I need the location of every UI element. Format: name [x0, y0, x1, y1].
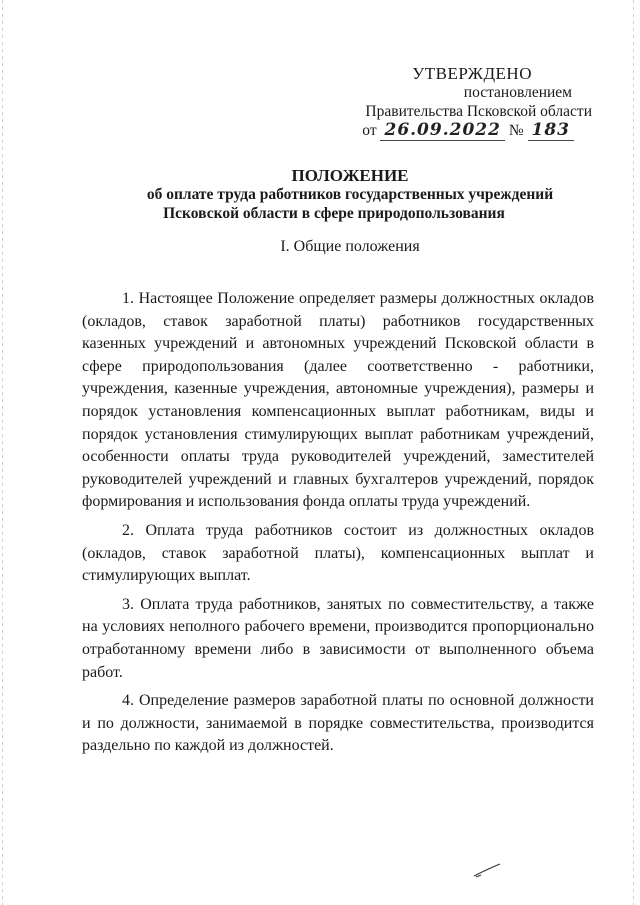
title-line-3: Псковской области в сфере природопользования — [163, 205, 505, 222]
decree-date-line — [352, 121, 574, 140]
paragraph-3: 3. Оплата труда работников, занятых по совместительству, а также на условиях неполного рабочего времени, производится пропорционально отработанному времени либо в зависимости от выполненного объема работ. — [82, 595, 594, 681]
document-title — [0, 166, 640, 223]
approval-stamp — [352, 64, 592, 140]
decree-number: 183 — [528, 120, 575, 141]
decree-date: 26.09.2022 — [380, 120, 504, 141]
approved-by-label: постановлением — [463, 84, 572, 101]
paragraph-4: 4. Определение размеров заработной платы по основной должности и по должности, занимаемой в порядке совместительства, производится раздельно по каждой из должностей. — [82, 692, 594, 755]
paragraph-1: 1. Настоящее Положение определяет размеры должностных окладов (окладов, ставок заработной платы) работников государственных казенных учреждений и автономных учреждений Псковской области в сфере природопользования (далее соответственно - работники, учреждения, казенные учреждения, автономные учреждения), размеры и порядок установления компенсационных выплат работникам, виды и порядок установления стимулирующих выплат работникам учреждений, особенности оплаты труда руководителей учреждений, заместителей руководителей учреждений и главных бухгалтеров учреждений, порядок формирования и использования фонда оплаты труда учреждений. — [82, 290, 594, 511]
number-prefix: № — [508, 122, 524, 139]
scan-edge-right — [633, 0, 634, 905]
document-body — [82, 288, 594, 764]
scan-edge-left — [2, 0, 3, 905]
approving-authority: Правительства Псковской области — [365, 103, 592, 120]
date-prefix: от — [362, 122, 377, 139]
title-line-2: об оплате труда работников государственных учреждений — [146, 186, 554, 203]
approved-label: УТВЕРЖДЕНО — [412, 64, 532, 83]
title-line-1: ПОЛОЖЕНИЕ — [291, 166, 409, 185]
signature-mark-icon — [472, 862, 502, 878]
section-heading: I. Общие положения — [280, 238, 420, 255]
paragraph-2: 2. Оплата труда работников состоит из должностных окладов (окладов, ставок заработной платы), компенсационных выплат и стимулирующих выплат. — [82, 521, 594, 585]
